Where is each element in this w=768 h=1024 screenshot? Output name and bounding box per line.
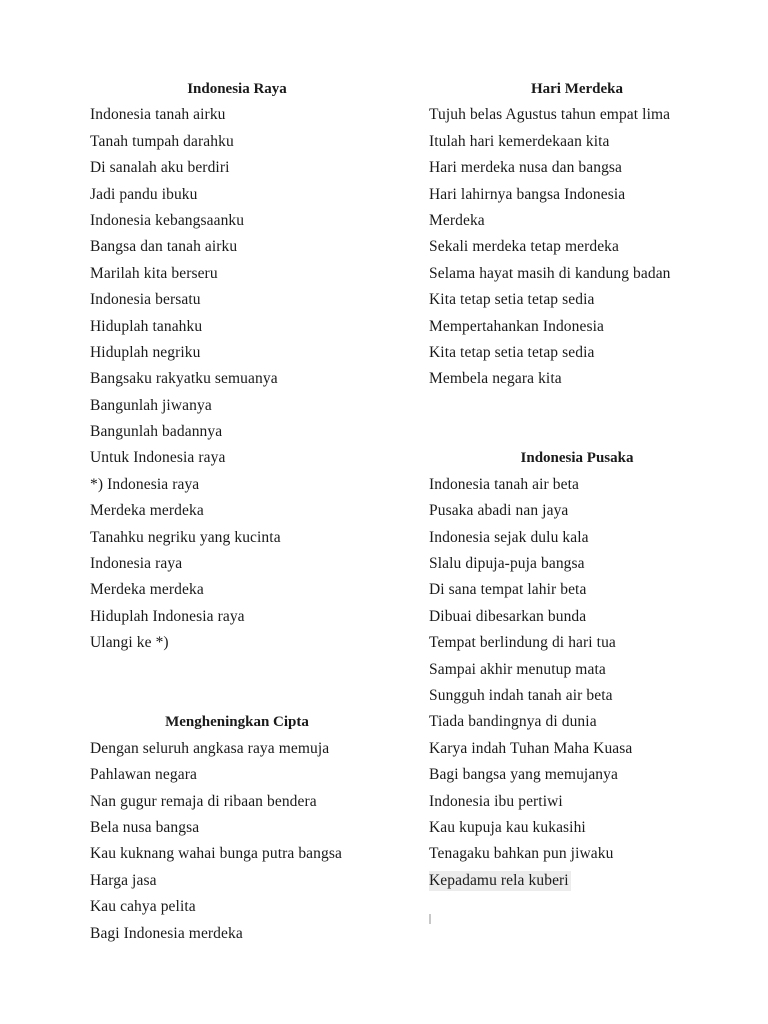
lyric-line: Kau cahya pelita <box>90 898 196 916</box>
lyric-line: Indonesia tanah airku <box>90 106 226 124</box>
lyric-line: Tenagaku bahkan pun jiwaku <box>429 845 614 863</box>
lyric-line: Dengan seluruh angkasa raya memuja <box>90 739 330 757</box>
lyric-line-highlighted[interactable] <box>429 868 729 894</box>
lyric-line: Hiduplah Indonesia raya <box>90 607 245 625</box>
song-title: Indonesia Raya <box>187 81 287 97</box>
lyric-line: Merdeka merdeka <box>90 581 204 599</box>
lyric-line: Di sana tempat lahir beta <box>429 581 587 599</box>
lyric-line: Bangsa dan tanah airku <box>90 238 238 256</box>
lyric-line: Slalu dipuja-puja bangsa <box>429 555 585 573</box>
section-spacer <box>90 657 390 710</box>
lyric-line: Hiduplah negriku <box>90 343 201 361</box>
song-lyrics <box>429 102 729 392</box>
lyric-line: Indonesia tanah air beta <box>429 475 580 493</box>
lyric-line: Tempat berlindung di hari tua <box>429 634 616 652</box>
lyric-line: Bangsaku rakyatku semuanya <box>90 370 278 388</box>
song-indonesia-pusaka <box>429 445 729 894</box>
lyric-line: Sungguh indah tanah air beta <box>429 687 613 704</box>
lyric-line: Marilah kita berseru <box>90 264 218 282</box>
lyric-line: Itulah hari kemerdekaan kita <box>429 132 610 150</box>
lyric-line: Di sanalah aku berdiri <box>90 159 230 177</box>
section-spacer <box>429 393 729 446</box>
lyric-line: Kau kupuja kau kukasihi <box>429 818 586 836</box>
lyric-line: Indonesia raya <box>90 555 183 573</box>
song-title: Indonesia Pusaka <box>520 450 634 467</box>
lyric-line: Hari merdeka nusa dan bangsa <box>429 159 623 177</box>
lyric-line: Sekali merdeka tetap merdeka <box>429 238 620 256</box>
lyric-line: Merdeka <box>429 211 485 229</box>
lyric-line: Membela negara kita <box>429 370 562 388</box>
lyric-line: Selama hayat masih di kandung badan <box>429 264 671 282</box>
left-column <box>90 76 390 947</box>
lyric-line: Jadi pandu ibuku <box>90 185 198 203</box>
lyric-line: Pahlawan negara <box>90 766 197 784</box>
lyric-line: Harga jasa <box>90 871 157 889</box>
lyric-line: Hari lahirnya bangsa Indonesia <box>429 185 626 203</box>
song-mengheningkan-cipta <box>90 709 390 947</box>
lyric-line: Karya indah Tuhan Maha Kuasa <box>429 739 633 757</box>
lyric-line: Indonesia kebangsaanku <box>90 211 245 229</box>
lyric-line: Bangunlah jiwanya <box>90 396 212 414</box>
lyric-line: Sampai akhir menutup mata <box>429 660 606 678</box>
lyric-line: Mempertahankan Indonesia <box>429 317 604 335</box>
text-cursor <box>429 914 431 924</box>
song-lyrics <box>90 736 390 947</box>
song-indonesia-raya <box>90 76 390 657</box>
lyric-line: Indonesia bersatu <box>90 291 201 309</box>
song-title: Hari Merdeka <box>530 81 624 97</box>
lyric-line: Tanahku negriku yang kucinta <box>90 528 281 546</box>
lyric-line: Ulangi ke *) <box>90 634 169 652</box>
song-lyrics <box>429 472 729 894</box>
lyric-line: Untuk Indonesia raya <box>90 449 226 467</box>
lyric-line: Kau kuknang wahai bunga putra bangsa <box>90 845 342 863</box>
lyric-line: Hiduplah tanahku <box>90 317 203 335</box>
lyric-line: Tiada bandingnya di dunia <box>429 713 597 731</box>
lyric-line: Pusaka abadi nan jaya <box>429 502 569 520</box>
lyric-line: Bela nusa bangsa <box>90 818 200 836</box>
song-hari-merdeka <box>429 76 729 393</box>
lyric-line: Tanah tumpah darahku <box>90 132 234 150</box>
lyric-line: Indonesia ibu pertiwi <box>429 792 563 810</box>
lyric-line: Bagi bangsa yang memujanya <box>429 766 618 784</box>
lyric-line: Bangunlah badannya <box>90 423 223 441</box>
right-column <box>429 76 729 894</box>
song-title: Mengheningkan Cipta <box>165 714 309 731</box>
lyric-line: Bagi Indonesia merdeka <box>90 924 243 942</box>
lyric-line: Tujuh belas Agustus tahun empat lima <box>429 106 671 124</box>
lyric-line: *) Indonesia raya <box>90 475 200 493</box>
lyric-line: Indonesia sejak dulu kala <box>429 528 589 546</box>
song-lyrics <box>90 102 390 656</box>
lyric-line: Merdeka merdeka <box>90 502 204 520</box>
lyric-line: Dibuai dibesarkan bunda <box>429 607 587 625</box>
selected-text[interactable]: Kepadamu rela kuberi <box>429 871 569 889</box>
lyric-line: Kita tetap setia tetap sedia <box>429 343 595 361</box>
lyric-line: Kita tetap setia tetap sedia <box>429 291 595 309</box>
lyric-line: Nan gugur remaja di ribaan bendera <box>90 792 317 810</box>
